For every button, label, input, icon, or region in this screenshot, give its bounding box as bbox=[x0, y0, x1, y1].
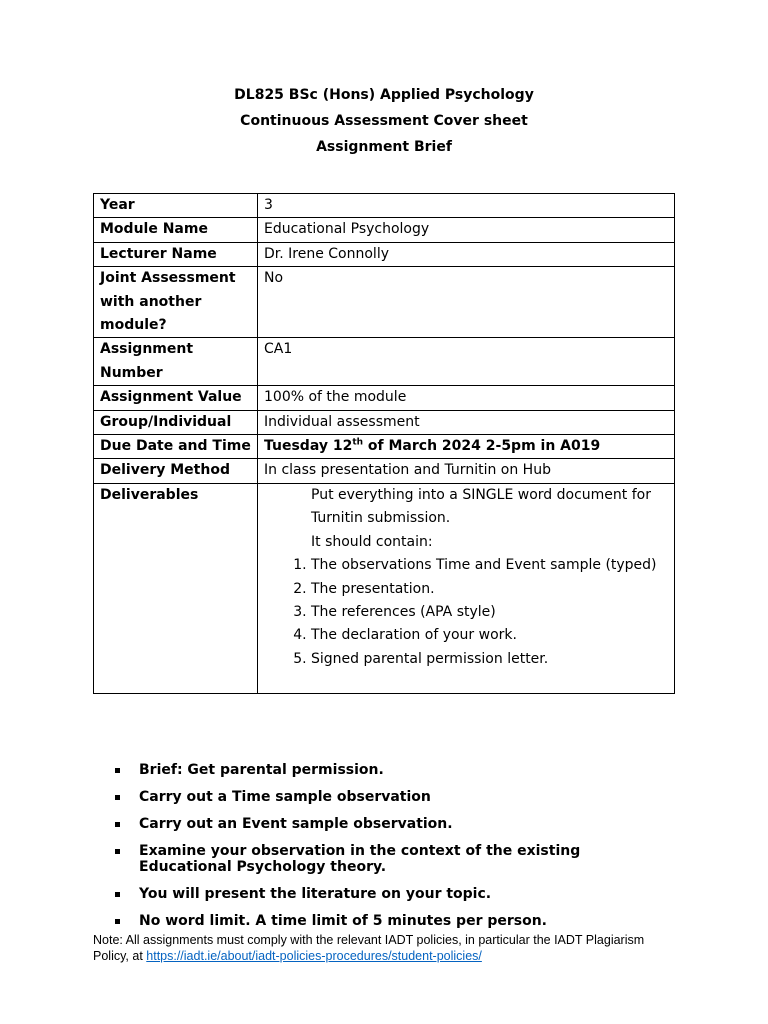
list-item bbox=[115, 789, 675, 805]
table-row bbox=[94, 483, 675, 693]
delivery-method-value: In class presentation and Turnitin on Hub bbox=[258, 459, 675, 483]
table-row bbox=[94, 435, 675, 459]
year-value: 3 bbox=[258, 194, 675, 218]
square-bullet-icon bbox=[115, 892, 120, 897]
deliverables-value bbox=[258, 483, 675, 693]
table-row bbox=[94, 459, 675, 483]
table-row bbox=[94, 194, 675, 218]
programme-title: DL825 BSc (Hons) Applied Psychology bbox=[234, 87, 534, 103]
assignment-number-value: CA1 bbox=[258, 338, 675, 386]
module-name-value: Educational Psychology bbox=[258, 218, 675, 242]
due-date-value bbox=[258, 435, 675, 459]
brief-item-text: Brief: Get parental permission. bbox=[139, 762, 384, 778]
plagiarism-note bbox=[93, 932, 683, 964]
year-label: Year bbox=[94, 194, 258, 218]
due-date-suffix: of March 2024 2-5pm in A019 bbox=[363, 438, 601, 455]
assignment-number-label: Assignment Number bbox=[94, 338, 258, 386]
joint-assessment-label: Joint Assessment with another module? bbox=[94, 267, 258, 338]
deliverables-list bbox=[264, 554, 668, 671]
list-item: 2. The presentation. bbox=[311, 578, 668, 601]
joint-assessment-value: No bbox=[258, 267, 675, 338]
due-date-ordinal: th bbox=[352, 437, 364, 448]
group-individual-value: Individual assessment bbox=[258, 410, 675, 434]
table-row bbox=[94, 267, 675, 338]
due-date-prefix: Tuesday 12 bbox=[264, 438, 353, 455]
deliverables-label: Deliverables bbox=[94, 483, 258, 693]
assignment-info-table bbox=[93, 193, 675, 694]
table-row bbox=[94, 218, 675, 242]
group-individual-label: Group/Individual bbox=[94, 410, 258, 434]
policy-link[interactable]: https://iadt.ie/about/iadt-policies-procedures/student-policies/ bbox=[146, 949, 482, 963]
table-row bbox=[94, 338, 675, 386]
list-item: 3. The references (APA style) bbox=[311, 601, 668, 624]
delivery-method-label: Delivery Method bbox=[94, 459, 258, 483]
square-bullet-icon bbox=[115, 768, 120, 773]
brief-item-text: Examine your observation in the context of the existing Educational Psychology theory. bbox=[139, 843, 581, 875]
module-name-label: Module Name bbox=[94, 218, 258, 242]
due-date-label: Due Date and Time bbox=[94, 435, 258, 459]
square-bullet-icon bbox=[115, 849, 120, 854]
list-item bbox=[115, 762, 675, 778]
square-bullet-icon bbox=[115, 919, 120, 924]
table-row bbox=[94, 410, 675, 434]
brief-item-text: Carry out an Event sample observation. bbox=[139, 816, 453, 832]
list-item bbox=[115, 843, 675, 875]
list-item: 4. The declaration of your work. bbox=[311, 624, 668, 647]
list-item bbox=[115, 886, 675, 902]
table-row bbox=[94, 242, 675, 266]
assignment-value-label: Assignment Value bbox=[94, 386, 258, 410]
note-text: Note: All assignments must comply with the relevant IADT policies, in particular the IADT Plagiarism Policy, at bbox=[93, 933, 645, 963]
square-bullet-icon bbox=[115, 822, 120, 827]
brief-list bbox=[115, 762, 675, 940]
lecturer-name-label: Lecturer Name bbox=[94, 242, 258, 266]
brief-item-text: No word limit. A time limit of 5 minutes per person. bbox=[139, 913, 548, 929]
list-item: 5. Signed parental permission letter. bbox=[311, 648, 668, 671]
brief-item-text: You will present the literature on your topic. bbox=[139, 886, 492, 902]
assignment-value-value: 100% of the module bbox=[258, 386, 675, 410]
assignment-brief-title: Assignment Brief bbox=[316, 139, 452, 155]
lecturer-name-value: Dr. Irene Connolly bbox=[258, 242, 675, 266]
list-item: 1. The observations Time and Event sample (typed) bbox=[311, 554, 668, 577]
list-item bbox=[115, 913, 675, 929]
table-row bbox=[94, 386, 675, 410]
document-header bbox=[0, 85, 768, 163]
brief-item-text: Carry out a Time sample observation bbox=[139, 789, 431, 805]
list-item bbox=[115, 816, 675, 832]
square-bullet-icon bbox=[115, 795, 120, 800]
deliverables-contain: It should contain: bbox=[311, 533, 433, 550]
deliverables-intro: Put everything into a SINGLE word document for Turnitin submission. bbox=[311, 486, 651, 527]
cover-sheet-title: Continuous Assessment Cover sheet bbox=[240, 113, 528, 129]
